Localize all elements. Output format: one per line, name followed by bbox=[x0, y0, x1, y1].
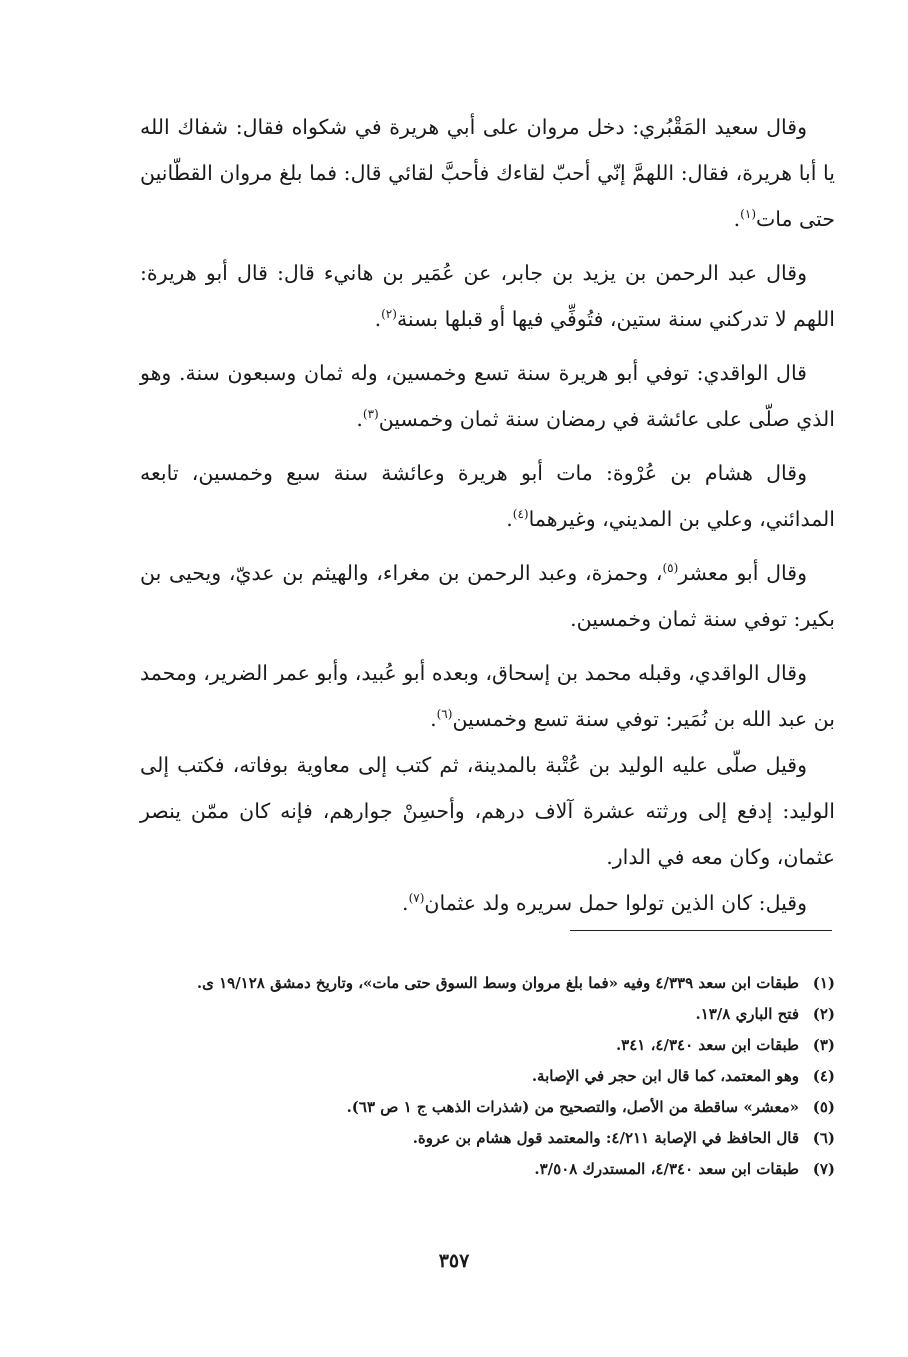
paragraph-8: وقيل: كان الذين تولوا حمل سريره ولد عثمان$^{(٧)}$. bbox=[402, 891, 807, 915]
footnote-number: (١) bbox=[812, 974, 835, 992]
footnote-number: (٣) bbox=[812, 1036, 835, 1054]
footnote-7 bbox=[142, 1154, 835, 1185]
footnote-ref-5[interactable]: (٥) bbox=[662, 561, 679, 576]
footnote-5 bbox=[142, 1092, 835, 1123]
footnote-1 bbox=[142, 968, 835, 999]
footnote-4 bbox=[142, 1061, 835, 1092]
footnote-number: (٤) bbox=[812, 1067, 835, 1085]
footnote-text: فتح الباري ١٣/٨. bbox=[695, 1005, 799, 1023]
footnote-number: (٥) bbox=[812, 1098, 835, 1116]
paragraph-3: قال الواقدي: توفي أبو هريرة سنة تسع وخمسين، وله ثمان وسبعون سنة. وهو الذي صلّى على عائشة في رمضان سنة ثمان وخمسين$^{(٣)}$. bbox=[140, 361, 835, 431]
footnote-2 bbox=[142, 999, 835, 1030]
footnote-separator bbox=[570, 930, 832, 931]
paragraph-5: وقال أبو معشر$^{(٥)}$، وحمزة، وعبد الرحمن بن مغراء، والهيثم بن عديّ، ويحيى بن بكير: توفي سنة ثمان وخمسين. bbox=[140, 561, 835, 631]
footnote-number: (٢) bbox=[812, 1005, 835, 1023]
paragraph-1: وقال سعيد المَقْبُري: دخل مروان على أبي هريرة في شكواه فقال: شفاك الله يا أبا هريرة، فقال: اللهمَّ إنّي أحبّ لقاءك فأحبَّ لقائي قال: فما بلغ مروان القطّانين حتى مات$^{(١)}$. bbox=[140, 115, 835, 231]
paragraph-2: وقال عبد الرحمن بن يزيد بن جابر، عن عُمَير بن هانيء قال: قال أبو هريرة: اللهم لا تدركني سنة ستين، فتُوفِّي فيها أو قبلها بسنة$^{(٢)}$. bbox=[140, 261, 835, 331]
footnote-text: طبقات ابن سعد ٤/٣٤٠، المستدرك ٣/٥٠٨. bbox=[534, 1160, 799, 1178]
main-text bbox=[140, 104, 835, 926]
footnote-text: طبقات ابن سعد ٤/٣٤٠، ٣٤١. bbox=[615, 1036, 799, 1054]
footnote-6 bbox=[142, 1123, 835, 1154]
page-number: ٣٥٧ bbox=[438, 1250, 470, 1272]
footnote-text: طبقات ابن سعد ٤/٣٣٩ وفيه «فما بلغ مروان وسط السوق حتى مات»، وتاريخ دمشق ١٩/١٢٨ ى. bbox=[196, 974, 799, 992]
footnote-3 bbox=[142, 1030, 835, 1061]
footnote-number: (٦) bbox=[812, 1129, 835, 1147]
footnotes bbox=[142, 968, 835, 1185]
paragraph-4: وقال هشام بن عُرْوة: مات أبو هريرة وعائشة سنة سبع وخمسين، تابعه المدائني، وعلي بن المديني، وغيرهما$^{(٤)}$. bbox=[140, 461, 835, 531]
footnote-ref-7[interactable]: (٧) bbox=[408, 891, 425, 906]
footnote-ref-1[interactable]: (١) bbox=[740, 207, 756, 222]
footnote-ref-6[interactable]: (٦) bbox=[436, 707, 453, 722]
footnote-ref-4[interactable]: (٤) bbox=[512, 507, 529, 522]
footnote-text: وهو المعتمد، كما قال ابن حجر في الإصابة. bbox=[531, 1067, 799, 1085]
paragraph-7: وقيل صلّى عليه الوليد بن عُتْبة بالمدينة، ثم كتب إلى معاوية بوفاته، فكتب إلى الوليد: إدفع إلى ورثته عشرة آلاف درهم، وأحسِنْ جوارهم، فإنه كان ممّن ينصر عثمان، وكان معه في الدار. bbox=[140, 753, 835, 869]
footnote-text: قال الحافظ في الإصابة ٤/٢١١: والمعتمد قول هشام بن عروة. bbox=[412, 1129, 799, 1147]
footnote-ref-2[interactable]: (٢) bbox=[381, 307, 397, 322]
footnote-number: (٧) bbox=[812, 1160, 835, 1178]
footnote-text: «معشر» ساقطة من الأصل، والتصحيح من (شذرات الذهب ج ١ ص ٦٣). bbox=[346, 1098, 799, 1116]
paragraph-6: وقال الواقدي، وقبله محمد بن إسحاق، وبعده أبو عُبيد، وأبو عمر الضرير، ومحمد بن عبد الله بن نُمَير: توفي سنة تسع وخمسين$^{(٦)}$. bbox=[140, 661, 835, 731]
footnote-ref-3[interactable]: (٣) bbox=[362, 407, 379, 422]
